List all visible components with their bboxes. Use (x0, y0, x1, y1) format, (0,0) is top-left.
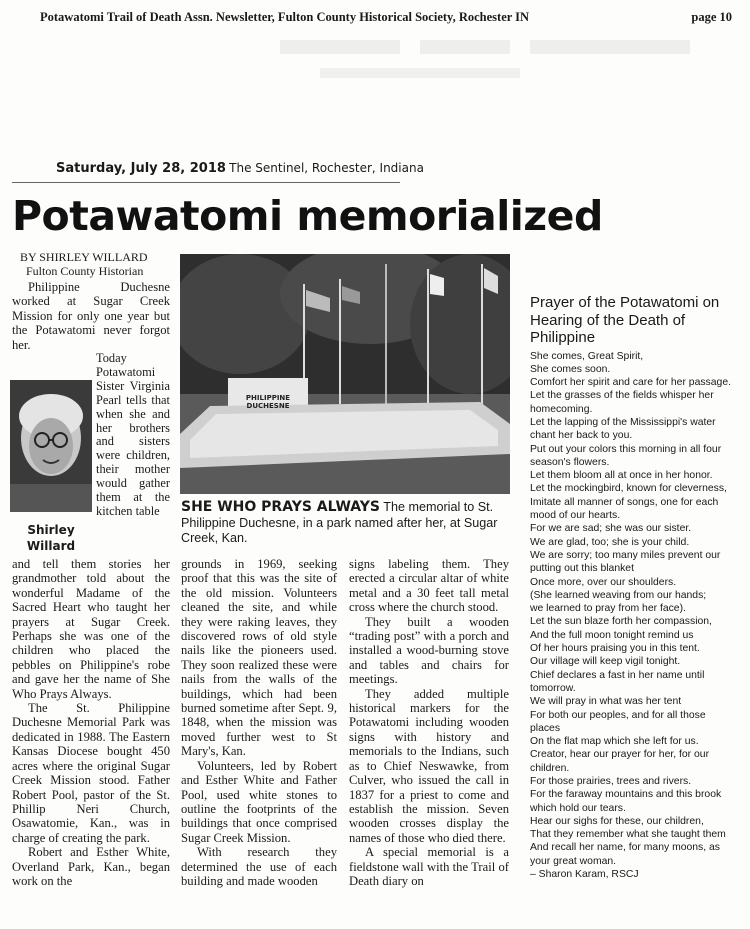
article-headline: Potawatomi memorialized (12, 192, 603, 240)
prayer-line: She comes, Great Spirit, (530, 350, 644, 362)
col3-paragraph-2: They built a wooden “trading post” with a porch and installed a wood-burning stove and tables and chairs for meetings. (349, 614, 509, 687)
bleed-through-marks (260, 24, 730, 104)
prayer-box (530, 294, 746, 881)
prayer-line: homecoming. (530, 403, 593, 415)
portrait-caption-first: Shirley (27, 523, 75, 537)
prayer-line: Let the mockingbird, known for cleverness, (530, 483, 727, 495)
col1-paragraph-2a: Today Potawatomi Sister Virginia Pearl tells that when she and her brothers and sisters were children, their mother would gather them at the kitchen table (96, 351, 170, 518)
prayer-line: putting out this blanket (530, 563, 634, 575)
prayer-line: We are glad, too; she is your child. (530, 536, 690, 548)
photo-caption (181, 500, 511, 547)
col2-paragraph-1: grounds in 1969, seeking proof that this was the site of the old mission. Volunteers cleaned the site, and while they were raking leaves, they discovered rows of old style nails like the pioneers used. They soon realized these were nails from the walls of the buildings, which had been burned sometime after Sept. 9, 1848, when the mission was moved further west to St Mary's, Kan. (181, 557, 337, 759)
prayer-line: And recall her name, for many moons, as (530, 842, 721, 854)
newsletter-header: Potawatomi Trail of Death Assn. Newsletter, Fulton County Historical Society, Rochester IN (40, 10, 530, 24)
col1-paragraph-1: Philippine Duchesne worked at Sugar Creek Mission for only one year but the Potawatomi never forgot her. (12, 280, 170, 352)
prayer-line: Let the sun blaze forth her compassion, (530, 616, 712, 628)
col3-paragraph-1: signs labeling them. They erected a circular altar of white metal and a 30 feet tall metal cross where the church stood. (349, 557, 509, 615)
col3-paragraph-3: They added multiple historical markers for the Potawatomi including wooden signs with history and memorials to the Indians, such as to Chief Neswawke, from Culver, who issued the call in 1837 for a priest to come and establish the mission. Seven wooden crosses display the names of those who died there. (349, 686, 509, 845)
col1-paragraph-2b: and tell them stories her grandmother told about the wonderful Madame of the Sacred Heart who taught her prayers at Sugar Creek. Perhaps she was one of the children who placed the pebbles on Philippine's robe and gave her the name of She Who Prays Always. (12, 557, 170, 701)
article-col3 (349, 557, 509, 888)
prayer-line: She comes soon. (530, 363, 611, 375)
prayer-line: – Sharon Karam, RSCJ (530, 869, 639, 881)
prayer-line: chant her back to you. (530, 430, 633, 442)
prayer-line: On the flat map which she left for us. (530, 736, 699, 748)
dateline-date: Saturday, July 28, 2018 (56, 161, 226, 176)
prayer-line: That they remember what she taught them (530, 829, 726, 841)
prayer-line: Let the lapping of the Mississippi's water (530, 416, 716, 428)
prayer-line: Creator, hear our prayer for her, for our (530, 749, 710, 761)
prayer-line: places (530, 722, 561, 734)
prayer-line: season's flowers. (530, 456, 610, 468)
col2-paragraph-2: Volunteers, led by Robert and Esther White and Father Pool, used white stones to outline the footprints of the buildings that once comprised Sugar Creek Mission. (181, 758, 337, 845)
dateline-rule (12, 182, 400, 183)
article-col1-wrap (96, 352, 170, 519)
col1-paragraph-3: The St. Philippine Duchesne Memorial Park was dedicated in 1988. The Eastern Kansas Diocese bought 450 acres where the original Sugar Creek Mission stood. Father Robert Pool, pastor of the St. Phillip Neri Church, Osawatomie, Kan., was in charge of creating the park. (12, 701, 170, 845)
prayer-line: Let the grasses of the fields whisper her (530, 390, 714, 402)
dateline-source: The Sentinel, Rochester, Indiana (229, 161, 424, 175)
memorial-photo (180, 254, 510, 494)
prayer-title: Prayer of the Potawatomi on Hearing of the Death of Philippine (530, 294, 720, 346)
byline-author: BY SHIRLEY WILLARD (20, 250, 148, 264)
memorial-photo-image (180, 254, 510, 494)
prayer-line: For those prairies, trees and rivers. (530, 776, 692, 787)
dateline (56, 160, 424, 176)
prayer-line: your great woman. (530, 855, 617, 867)
article-col1-bottom (12, 557, 170, 888)
prayer-line: Chief declares a fast in her name until (530, 669, 705, 681)
portrait-caption (16, 522, 86, 554)
prayer-line: For we are sad; she was our sister. (530, 523, 692, 535)
col3-paragraph-4: A special memorial is a fieldstone wall with the Trail of Death diary on (349, 845, 509, 888)
prayer-line: Once more, over our shoulders. (530, 576, 677, 588)
bleed-through-texture (260, 24, 730, 104)
memorial-sign-text: PHILIPPINE DUCHESNE (245, 394, 291, 410)
photo-caption-text: The memorial to St. Philippine Duchesne, in a park named after her, at Sugar Creek, Kan. (181, 500, 498, 546)
portrait-image (10, 380, 92, 512)
prayer-line: For the faraway mountains and this brook (530, 789, 722, 801)
portrait-photo (10, 380, 92, 512)
prayer-line: And the full moon tonight remind us (530, 629, 694, 641)
article-col2 (181, 557, 337, 888)
prayer-line: We are sorry; too many miles prevent our (530, 549, 721, 561)
col2-paragraph-3: With research they determined the use of each building and made wooden (181, 845, 337, 888)
prayer-line: which hold our tears. (530, 802, 626, 814)
prayer-line: Our village will keep vigil tonight. (530, 656, 681, 668)
prayer-line: Of her hours praising you in this tent. (530, 643, 700, 655)
prayer-line: mood of our hearts. (530, 510, 621, 522)
portrait-caption-last: Willard (26, 539, 76, 553)
prayer-line: Let them bloom all at once in her honor. (530, 470, 713, 482)
byline-title: Fulton County Historian (26, 264, 144, 278)
prayer-line: Put out your colors this morning in all four (530, 443, 722, 455)
page-number: page 10 (691, 10, 732, 24)
prayer-line: tomorrow. (530, 682, 576, 694)
prayer-line: For both our peoples, and for all those (530, 709, 706, 721)
col1-paragraph-4: Robert and Esther White, Overland Park, Kan., began work on the (12, 845, 170, 888)
article-col1-top (12, 280, 170, 352)
prayer-lines (530, 350, 746, 882)
prayer-line: Imitate all manner of songs, one for each (530, 496, 719, 508)
prayer-line: we learned to pray from her face). (530, 603, 686, 615)
prayer-line: children. (530, 762, 570, 774)
prayer-line: Comfort her spirit and care for her passage. (530, 377, 731, 389)
photo-caption-bold: SHE WHO PRAYS ALWAYS (181, 499, 381, 515)
prayer-line: We will pray in what was her tent (530, 696, 682, 708)
prayer-line: Hear our sighs for these, our children, (530, 815, 704, 827)
prayer-line: (She learned weaving from our hands; (530, 589, 707, 601)
